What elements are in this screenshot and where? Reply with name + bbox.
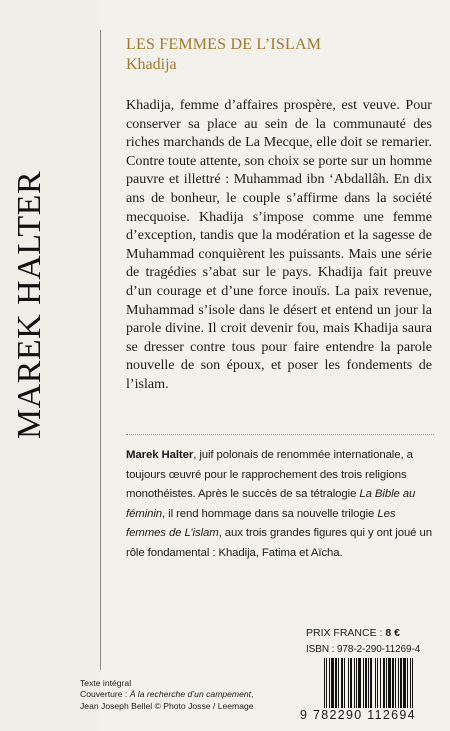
bio-text-1: , juif polonais de renommée internationale, a toujours œuvré pour le rapprochement des trois religions monothéistes. Après le succès de sa tétralogie xyxy=(126,449,413,501)
bio-italic-2: Les femmes de L’islam xyxy=(126,507,396,540)
bio-text-3: , aux trois grandes figures qui y ont joué un rôle fondamental : Khadija, Fatima et Aïcha. xyxy=(126,527,432,559)
price-label: PRIX FRANCE : xyxy=(306,627,386,639)
dotted-divider xyxy=(126,434,434,435)
price xyxy=(306,627,400,639)
barcode-icon xyxy=(322,658,432,708)
credits-artwork-title: À la recherche d’un campement xyxy=(129,689,252,700)
cover-credits xyxy=(80,678,254,712)
credits-line-1: Texte intégral xyxy=(80,678,132,688)
credits-line-2 xyxy=(80,689,254,700)
synopsis: Khadija, femme d’affaires prospère, est veuve. Pour conserver sa place au sein de la communauté des riches marchands de La Mecque, elle doit se remarier. Contre toute attente, son choix se porte sur un homme pauvre et illettré : Muhammad ibn ‘Abdallâh. En dix ans de bonheur, le couple s’affirme dans la société mecquoise. Khadija s’impose comme une femme d’exception, tandis que la modération et la sagesse de Muhammad conquièrent les puissants. Mais une série de tragédies s’abat sur le pays. Khadija fait preuve d’un courage et d’une force inouïs. La paix revenue, Muhammad s’isole dans le désert et entend un jour la parole divine. Il croit devenir fou, mais Khadija saura se dresser contre tous pour faire entendre la parole nouvelle de son époux, et poser les fondements de l’islam. xyxy=(126,97,432,392)
spine-author: MAREK HALTER xyxy=(11,170,48,440)
bio-italic-1: La Bible au féminin xyxy=(126,488,416,520)
price-value: 8 € xyxy=(385,627,400,639)
series-title: LES FEMMES DE L’ISLAM xyxy=(126,36,322,53)
spine-divider xyxy=(100,30,101,670)
isbn: ISBN : 978-2-290-11269-4 xyxy=(306,644,421,655)
author-bio xyxy=(126,446,432,564)
book-title: Khadija xyxy=(126,56,177,73)
bio-author-name: Marek Halter xyxy=(126,449,194,461)
credits-prefix: Couverture : xyxy=(80,689,130,700)
credits-suffix: , xyxy=(251,689,254,700)
barcode-digits: 9 782290 112694 xyxy=(300,708,416,722)
credits-line-3: Jean Joseph Bellel © Photo Josse / Leemage xyxy=(80,700,254,711)
bio-text-2: , il rend hommage dans sa nouvelle trilogie xyxy=(162,507,378,520)
